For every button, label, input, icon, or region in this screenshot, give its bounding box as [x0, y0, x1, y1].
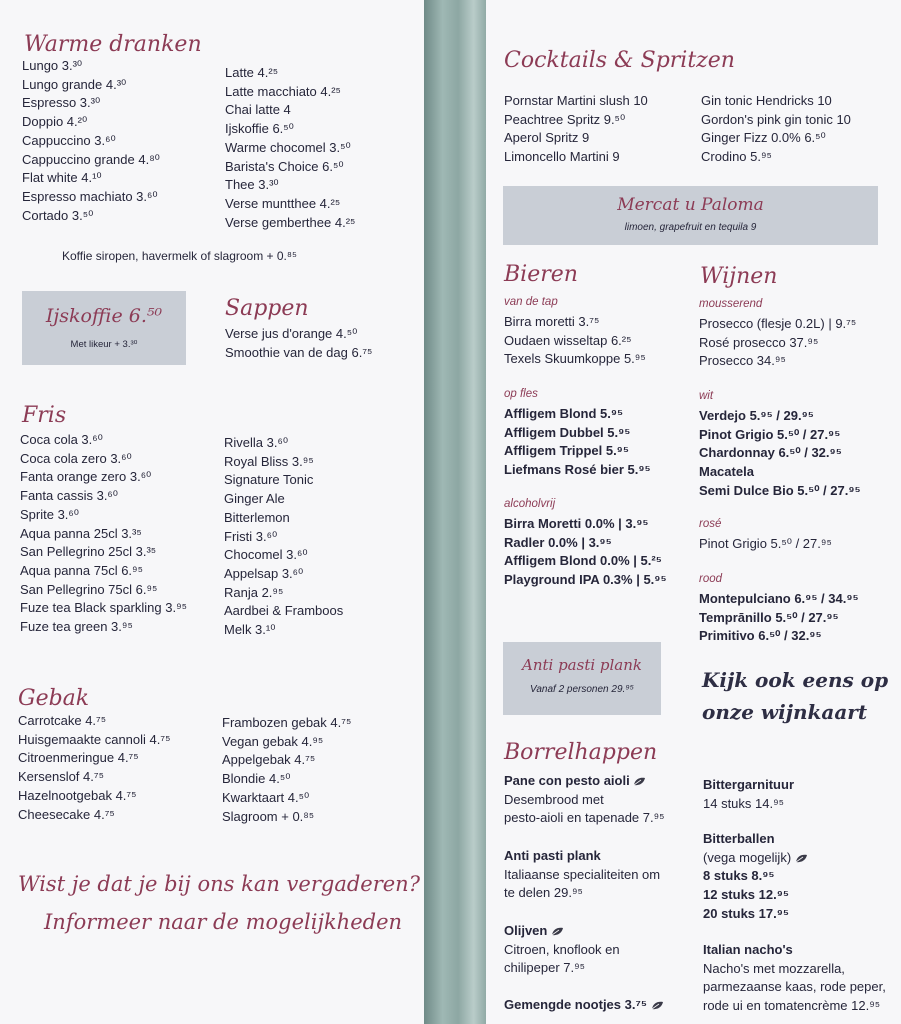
menu-item: Ginger Fizz 0.0% 6.⁵⁰ — [701, 130, 826, 146]
bitter-name: Bittergarnituur — [703, 777, 794, 792]
menu-item: Montepulciano 6.⁹⁵ / 34.⁹⁵ — [699, 591, 859, 606]
mousserend-label: mousserend — [699, 298, 763, 310]
cocktails-col2 — [701, 92, 851, 167]
menu-item: Smoothie van de dag 6.⁷⁵ — [225, 344, 373, 360]
menu-item: Verse gemberthee 4.²⁵ — [225, 214, 356, 230]
bitter-desc: 14 stuks 14.⁹⁵ — [703, 795, 785, 811]
menu-item: Oudaen wisseltap 6.²⁵ — [504, 332, 632, 348]
menu-item: Barista's Choice 6.⁵⁰ — [225, 158, 344, 174]
nootjes-item — [504, 996, 694, 1015]
wijnkaart-line2: onze wijnkaart — [702, 700, 868, 724]
fris-col2 — [224, 434, 343, 640]
bitter-item — [703, 776, 898, 813]
rood-list — [699, 590, 859, 646]
menu-item: Cappuccino grande 4.⁸⁰ — [22, 151, 160, 167]
olijven-name: Olijven — [504, 923, 548, 938]
alc-label: alcoholvrij — [504, 498, 556, 510]
warme-dranken-heading: Warme dranken — [24, 32, 202, 57]
menu-item: Pornstar Martini slush 10 — [504, 93, 648, 108]
menu-item: Cheesecake 4.⁷⁵ — [18, 806, 115, 822]
menu-item: Carrotcake 4.⁷⁵ — [18, 713, 107, 728]
menu-item: Prosecco (flesje 0.2L) | 9.⁷⁵ — [699, 316, 857, 331]
menu-item: Affligem Trippel 5.⁹⁵ — [504, 443, 629, 459]
menu-item: Aqua panna 75cl 6.⁹⁵ — [20, 562, 143, 578]
informeer-line: Informeer naar de mogelijkheden — [44, 910, 403, 934]
leaf-icon — [651, 997, 664, 1012]
menu-item: Huisgemaakte cannoli 4.⁷⁵ — [18, 731, 171, 747]
menu-item: Pinot Grigio 5.⁵⁰ / 27.⁹⁵ — [699, 426, 841, 442]
menu-item: Kwarktaart 4.⁵⁰ — [222, 789, 310, 805]
menu-item: Cappuccino 3.⁶⁰ — [22, 132, 116, 148]
menu-item: Lungo 3.³⁰ — [22, 58, 83, 73]
menu-item: Citroenmeringue 4.⁷⁵ — [18, 750, 139, 766]
rood-label: rood — [699, 573, 723, 585]
menu-item: San Pellegrino 75cl 6.⁹⁵ — [20, 581, 158, 597]
nacho-name: Italian nacho's — [703, 942, 793, 957]
cocktails-col1 — [504, 92, 648, 167]
fles-list — [504, 405, 651, 480]
menu-item: Birra Moretti 0.0% | 3.⁹⁵ — [504, 516, 649, 531]
pane-desc2: pesto-aioli en tapenade 7.⁹⁵ — [504, 810, 665, 826]
menu-item: Crodino 5.⁹⁵ — [701, 149, 772, 165]
menu-item: Slagroom + 0.⁸⁵ — [222, 808, 315, 824]
menu-item: Latte 4.²⁵ — [225, 65, 279, 80]
paloma-title: Mercat u Paloma — [617, 195, 764, 215]
menu-item: Fanta orange zero 3.⁶⁰ — [20, 469, 152, 485]
fris-heading: Fris — [22, 403, 67, 428]
nacho-item — [703, 941, 901, 1016]
menu-item: Aardbei & Framboos — [224, 603, 344, 619]
menu-item: Appelgebak 4.⁷⁵ — [222, 752, 316, 768]
menu-item: Appelsap 3.⁶⁰ — [224, 565, 304, 581]
menu-item: Chocomel 3.⁶⁰ — [224, 547, 308, 563]
fles-label: op fles — [504, 388, 538, 400]
menu-item: Kersenslof 4.⁷⁵ — [18, 769, 104, 785]
menu-item: Pinot Grigio 5.⁵⁰ / 27.⁹⁵ — [699, 536, 832, 551]
paloma-box — [503, 186, 878, 245]
nacho-desc3: rode ui en tomatencrème 12.⁹⁵ — [703, 998, 881, 1014]
menu-item: Latte macchiato 4.²⁵ — [225, 83, 341, 99]
alc-list — [504, 515, 667, 590]
ballen-item — [703, 830, 898, 924]
menu-item: Liefmans Rosé bier 5.⁹⁵ — [504, 462, 651, 478]
rose-label: rosé — [699, 518, 722, 530]
borrelhappen-heading: Borrelhappen — [504, 740, 658, 765]
menu-item: Semi Dulce Bio 5.⁵⁰ / 27.⁹⁵ — [699, 482, 861, 498]
menu-item: Hazelnootgebak 4.⁷⁵ — [18, 787, 137, 803]
menu-item: Ijskoffie 6.⁵⁰ — [225, 121, 294, 137]
nacho-desc2: parmezaanse kaas, rode peper, — [703, 979, 886, 995]
gebak-col1 — [18, 712, 170, 824]
gebak-col2 — [222, 714, 351, 826]
wit-list — [699, 407, 861, 501]
menu-item: Affligem Blond 0.0% | 5.²⁵ — [504, 553, 662, 569]
pane-name: Pane con pesto aioli — [504, 773, 630, 788]
wijnkaart-line1: Kijk ook eens op — [702, 668, 889, 692]
menu-item: Flat white 4.¹⁰ — [22, 170, 102, 186]
menu-item: Bitterlemon — [224, 509, 290, 525]
menu-item: Blondie 4.⁵⁰ — [222, 771, 291, 787]
leaf-icon — [795, 850, 808, 865]
ballen-list — [703, 867, 898, 923]
nacho-desc1: Nacho's met mozzarella, — [703, 960, 845, 976]
anti-name: Anti pasti plank — [504, 848, 601, 863]
menu-item: Ranja 2.⁹⁵ — [224, 584, 284, 600]
menu-spine — [424, 0, 486, 1024]
pane-desc1: Desembrood met — [504, 791, 604, 807]
menu-item: Peachtree Spritz 9.⁵⁰ — [504, 111, 626, 127]
ijskoffie-box — [22, 291, 186, 365]
menu-item: Coca cola 3.⁶⁰ — [20, 432, 103, 447]
menu-item: Coca cola zero 3.⁶⁰ — [20, 450, 132, 466]
nootjes-name: Gemengde nootjes 3.⁷⁵ — [504, 997, 647, 1012]
menu-item: Playground IPA 0.3% | 5.⁹⁵ — [504, 572, 667, 588]
anti-desc1: Italiaanse specialiteiten om — [504, 866, 661, 882]
menu-item: Frambozen gebak 4.⁷⁵ — [222, 715, 352, 730]
wijnen-heading: Wijnen — [700, 264, 778, 289]
menu-item: Chardonnay 6.⁵⁰ / 32.⁹⁵ — [699, 445, 842, 461]
menu-item: Fristi 3.⁶⁰ — [224, 528, 278, 544]
menu-item: Aqua panna 25cl 3.³⁵ — [20, 525, 142, 541]
menu-item: Birra moretti 3.⁷⁵ — [504, 314, 600, 329]
menu-item: Temprānillo 5.⁵⁰ / 27.⁹⁵ — [699, 609, 839, 625]
fris-col1 — [20, 431, 187, 637]
gebak-heading: Gebak — [18, 686, 90, 711]
warme-col2 — [225, 64, 355, 232]
ballen-name: Bitterballen — [703, 831, 775, 846]
menu-item: 8 stuks 8.⁹⁵ — [703, 868, 775, 884]
menu-item: Verse muntthee 4.²⁵ — [225, 195, 341, 211]
antipasti-box-title: Anti pasti plank — [521, 656, 642, 674]
menu-item: Gin tonic Hendricks 10 — [701, 93, 832, 108]
menu-item: Affligem Blond 5.⁹⁵ — [504, 406, 624, 421]
menu-item: Ginger Ale — [224, 491, 285, 507]
bieren-heading: Bieren — [504, 262, 578, 287]
menu-item: Primitivo 6.⁵⁰ / 32.⁹⁵ — [699, 628, 822, 644]
menu-item: Thee 3.³⁰ — [225, 177, 279, 193]
menu-item: Sprite 3.⁶⁰ — [20, 506, 79, 522]
sappen-heading: Sappen — [225, 296, 309, 321]
menu-item: Gordon's pink gin tonic 10 — [701, 111, 851, 127]
anti-desc2: te delen 29.⁹⁵ — [504, 885, 583, 901]
right-menu-page — [486, 0, 901, 1024]
menu-item: Limoncello Martini 9 — [504, 149, 620, 165]
menu-item: Melk 3.¹⁰ — [224, 622, 276, 638]
left-menu-page — [0, 0, 424, 1024]
ijskoffie-sub: Met likeur + 3.³⁰ — [70, 339, 138, 350]
ijskoffie-title: Ijskoffie 6.⁵⁰ — [45, 305, 163, 327]
antipasti-box-sub: Vanaf 2 personen 29.⁹⁵ — [530, 684, 634, 695]
paloma-sub: limoen, grapefruit en tequila 9 — [624, 222, 757, 233]
menu-item: Signature Tonic — [224, 472, 314, 488]
vergaderen-line: Wist je dat je bij ons kan vergaderen? — [18, 872, 420, 896]
menu-item: Espresso machiato 3.⁶⁰ — [22, 188, 158, 204]
tap-label: van de tap — [504, 296, 558, 308]
menu-item: 20 stuks 17.⁹⁵ — [703, 905, 789, 921]
tap-list — [504, 313, 646, 369]
mousserend-list — [699, 315, 856, 371]
menu-item: Doppio 4.²⁰ — [22, 114, 88, 130]
antipasti-box — [503, 642, 661, 715]
ballen-desc: (vega mogelijk) — [703, 849, 792, 865]
menu-item: Verse jus d'orange 4.⁵⁰ — [225, 326, 358, 341]
pane-item — [504, 772, 694, 828]
menu-item: Rosé prosecco 37.⁹⁵ — [699, 334, 819, 350]
olijven-desc1: Citroen, knoflook en — [504, 941, 620, 957]
menu-item: Radler 0.0% | 3.⁹⁵ — [504, 534, 612, 550]
menu-item: Rivella 3.⁶⁰ — [224, 435, 289, 450]
menu-item: Royal Bliss 3.⁹⁵ — [224, 453, 314, 469]
menu-item: Warme chocomel 3.⁵⁰ — [225, 139, 351, 155]
menu-item: 12 stuks 12.⁹⁵ — [703, 887, 789, 903]
menu-item: Cortado 3.⁵⁰ — [22, 207, 94, 223]
menu-item: Vegan gebak 4.⁹⁵ — [222, 733, 324, 749]
menu-item: Fuze tea green 3.⁹⁵ — [20, 619, 133, 635]
rose-list — [699, 535, 832, 554]
menu-item: Aperol Spritz 9 — [504, 130, 590, 146]
menu-item: Macatela — [699, 464, 754, 480]
cocktails-heading: Cocktails & Spritzen — [504, 48, 735, 73]
olijven-item — [504, 922, 694, 978]
sappen-list — [225, 325, 372, 362]
menu-item: Fanta cassis 3.⁶⁰ — [20, 488, 118, 504]
warme-col1 — [22, 57, 160, 225]
anti-item — [504, 847, 694, 903]
menu-item: Texels Skuumkoppe 5.⁹⁵ — [504, 351, 646, 367]
menu-item: Verdejo 5.⁹⁵ / 29.⁹⁵ — [699, 408, 814, 423]
menu-item: Affligem Dubbel 5.⁹⁵ — [504, 424, 631, 440]
menu-item: Chai latte 4 — [225, 102, 291, 118]
olijven-desc2: chilipeper 7.⁹⁵ — [504, 960, 586, 976]
menu-item: Prosecco 34.⁹⁵ — [699, 353, 786, 369]
wit-label: wit — [699, 390, 714, 402]
menu-item: Lungo grande 4.³⁰ — [22, 76, 127, 92]
menu-item: Fuze tea Black sparkling 3.⁹⁵ — [20, 600, 188, 616]
koffie-note: Koffie siropen, havermelk of slagroom + 0.⁸⁵ — [62, 249, 297, 263]
leaf-icon — [633, 773, 646, 788]
menu-item: San Pellegrino 25cl 3.³⁵ — [20, 544, 157, 560]
menu-item: Espresso 3.³⁰ — [22, 95, 101, 111]
leaf-icon — [551, 923, 564, 938]
